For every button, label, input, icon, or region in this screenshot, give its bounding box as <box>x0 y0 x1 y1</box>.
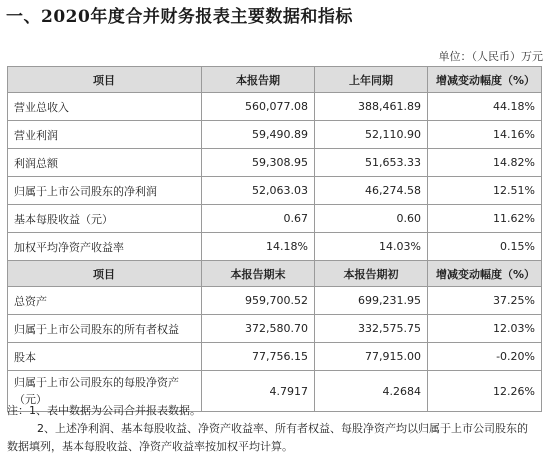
table-row <box>8 315 542 343</box>
cell-prior: 14.03% <box>315 233 428 261</box>
row-label: 加权平均净资产收益率 <box>8 233 202 261</box>
table-row <box>8 149 542 177</box>
footnote-2-continued: 数据填列，基本每股收益、净资产收益率按加权平均计算。 <box>7 440 293 453</box>
table-header-row-2 <box>8 261 542 287</box>
row-label: 营业利润 <box>8 121 202 149</box>
table-row <box>8 93 542 121</box>
table-row <box>8 205 542 233</box>
cell-current: 52,063.03 <box>202 177 315 205</box>
table-row <box>8 233 542 261</box>
row-label: 归属于上市公司股东的每股净资产（元） <box>8 371 202 412</box>
cell-period-start: 332,575.75 <box>315 315 428 343</box>
cell-change: 14.82% <box>428 149 542 177</box>
cell-period-start: 77,915.00 <box>315 343 428 371</box>
table-row <box>8 121 542 149</box>
cell-current: 59,308.95 <box>202 149 315 177</box>
row-label: 归属于上市公司股东的净利润 <box>8 177 202 205</box>
cell-change: 44.18% <box>428 93 542 121</box>
cell-prior: 0.60 <box>315 205 428 233</box>
header-change-pct: 增减变动幅度（%） <box>428 67 542 93</box>
page-title: 一、2020年度合并财务报表主要数据和指标 <box>6 7 353 27</box>
cell-period-end: 77,756.15 <box>202 343 315 371</box>
cell-change: -0.20% <box>428 343 542 371</box>
cell-change: 11.62% <box>428 205 542 233</box>
unit-label: 单位：（人民币）万元 <box>438 50 543 63</box>
row-label: 基本每股收益（元） <box>8 205 202 233</box>
cell-period-start: 4.2684 <box>315 371 428 412</box>
header-item: 项目 <box>8 261 202 287</box>
row-label: 股本 <box>8 343 202 371</box>
footnote-1: 注：1、表中数据为公司合并报表数据。 <box>7 404 201 417</box>
row-label: 利润总额 <box>8 149 202 177</box>
header-prior-period: 上年同期 <box>315 67 428 93</box>
header-change-pct: 增减变动幅度（%） <box>428 261 542 287</box>
cell-change: 12.03% <box>428 315 542 343</box>
header-period-start: 本报告期初 <box>315 261 428 287</box>
cell-current: 59,490.89 <box>202 121 315 149</box>
cell-period-end: 959,700.52 <box>202 287 315 315</box>
cell-current: 0.67 <box>202 205 315 233</box>
header-item: 项目 <box>8 67 202 93</box>
table-header-row-1 <box>8 67 542 93</box>
cell-prior: 52,110.90 <box>315 121 428 149</box>
cell-period-start: 699,231.95 <box>315 287 428 315</box>
cell-change: 37.25% <box>428 287 542 315</box>
cell-period-end: 372,580.70 <box>202 315 315 343</box>
financial-table <box>7 66 542 412</box>
row-label: 归属于上市公司股东的所有者权益 <box>8 315 202 343</box>
header-current-period: 本报告期 <box>202 67 315 93</box>
cell-change: 12.51% <box>428 177 542 205</box>
cell-change: 14.16% <box>428 121 542 149</box>
header-period-end: 本报告期末 <box>202 261 315 287</box>
cell-period-end: 4.7917 <box>202 371 315 412</box>
row-label: 总资产 <box>8 287 202 315</box>
cell-change: 0.15% <box>428 233 542 261</box>
table-row <box>8 177 542 205</box>
cell-current: 14.18% <box>202 233 315 261</box>
table-row <box>8 343 542 371</box>
cell-current: 560,077.08 <box>202 93 315 121</box>
row-label: 营业总收入 <box>8 93 202 121</box>
footnotes <box>7 402 547 456</box>
cell-prior: 51,653.33 <box>315 149 428 177</box>
cell-change: 12.26% <box>428 371 542 412</box>
cell-prior: 46,274.58 <box>315 177 428 205</box>
footnote-2: 2、上述净利润、基本每股收益、净资产收益率、所有者权益、每股净资产均以归属于上市公司股东的 <box>37 422 528 435</box>
cell-prior: 388,461.89 <box>315 93 428 121</box>
table-row <box>8 287 542 315</box>
